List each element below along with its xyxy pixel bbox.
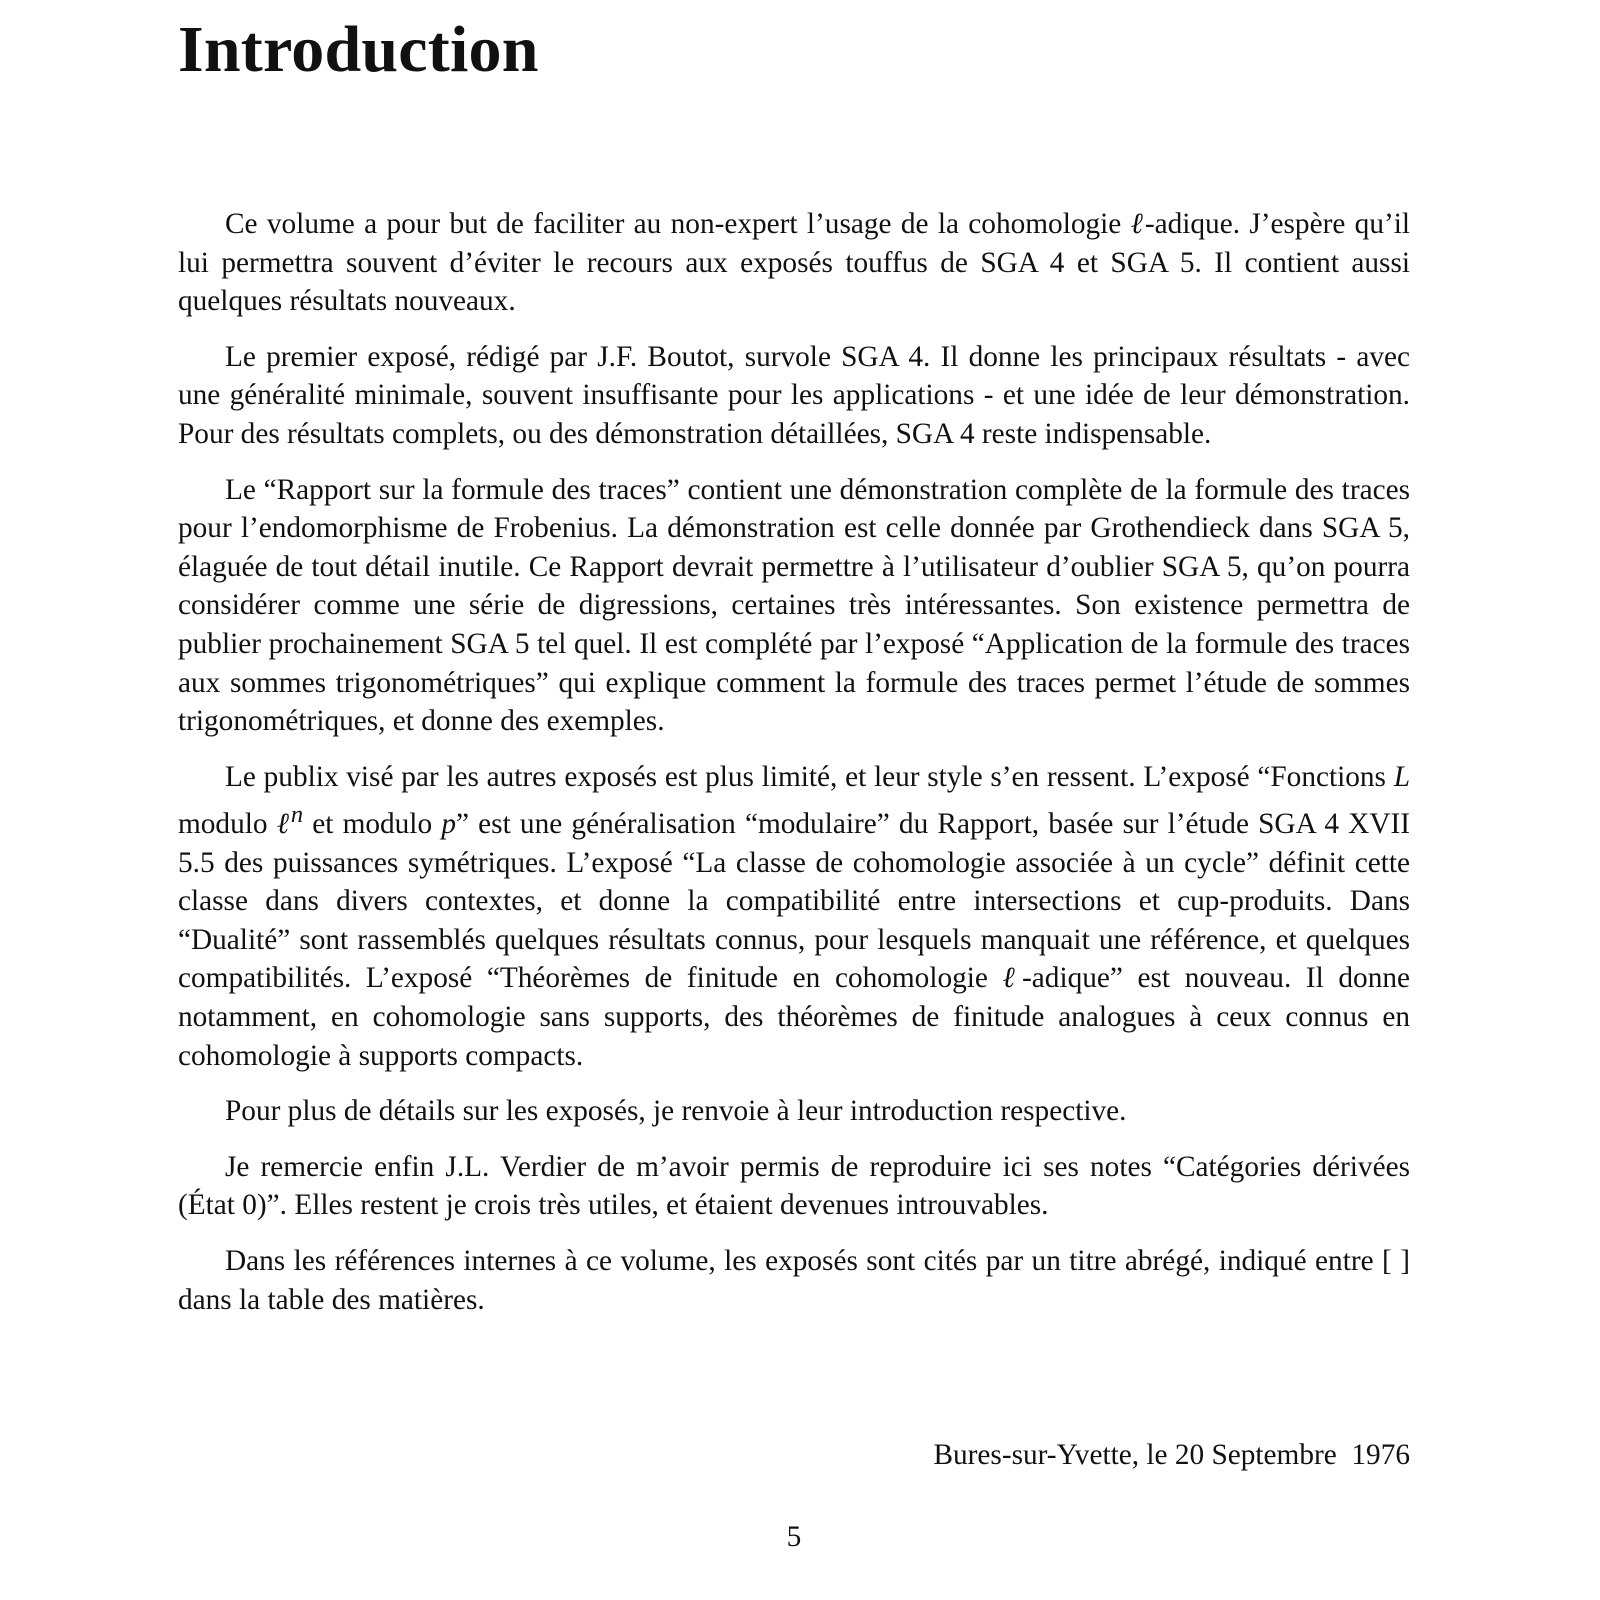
page-title: Introduction [178, 13, 539, 86]
paragraph-4-text-c: et modulo [303, 808, 442, 841]
body-text [178, 205, 1410, 1336]
paragraph-2: Le premier exposé, rédigé par J.F. Boutot, survole SGA 4. Il donne les principaux résultats - avec une généralité minimale, souvent insuffisante pour les applications - et une idée de leur démonstration. Pour des résultats complets, ou des démonstration détaillées, SGA 4 reste indispensable. [178, 340, 1410, 450]
ell-symbol: ℓ [276, 808, 291, 841]
ell-symbol: ℓ [1130, 208, 1145, 240]
exponent-n: n [290, 801, 304, 829]
paragraph-4-text-e: -adique” est nouveau. Il donne notamment, en cohomologie sans supports, des théorèmes de finitude analogues à ceux connus en cohomologie à supports compacts. [178, 962, 1411, 1072]
paragraph-4-text-a: Le publix visé par les autres exposés est plus limité, et leur style s’en ressent. L’exposé “Fonctions [225, 760, 1394, 793]
paragraph-1-text-a: Ce volume a pour but de faciliter au non-expert l’usage de la cohomologie [225, 208, 1131, 240]
page-number: 5 [786, 1521, 802, 1553]
math-L: L [1393, 760, 1410, 793]
paragraph-4-text-d: ” est une généralisation “modulaire” du Rapport, basée sur l’étude SGA 4 XVII 5.5 des puissances symétriques. L’exposé “La classe de cohomologie associée à un cycle” définit cette classe dans divers contextes, et donne la compatibilité entre intersections et cup-produits. Dans “Dualité” sont rassemblés quelques résultats connus, pour lesquels manquait une référence, et quelques compatibilités. L’exposé “Théorèmes de finitude en cohomologie [178, 808, 1411, 995]
ell-symbol: ℓ [1002, 962, 1023, 995]
signature-place-date: Bures-sur-Yvette, le 20 Septembre 1976 [933, 1439, 1410, 1471]
paragraph-7: Dans les références internes à ce volume, les exposés sont cités par un titre abrégé, indiqué entre [ ] dans la table des matières. [178, 1245, 1410, 1316]
paragraph-5: Pour plus de détails sur les exposés, je renvoie à leur introduction respective. [225, 1095, 1127, 1128]
paragraph-1 [178, 205, 1410, 321]
document-page [178, 0, 1410, 1600]
paragraph-3: Le “Rapport sur la formule des traces” contient une démonstration complète de la formule des traces pour l’endomorphisme de Frobenius. La démonstration est celle donnée par Grothendieck dans SGA 5, élaguée de tout détail inutile. Ce Rapport devrait permettre à l’utilisateur d’oublier SGA 5, qu’on pourra considérer comme une série de digressions, certaines très intéressantes. Son existence permettra de publier prochainement SGA 5 tel quel. Il est complété par l’exposé “Application de la formule des traces aux sommes trigonométriques” qui explique comment la formule des traces permet l’étude de sommes trigonométriques, et donne des exemples. [178, 473, 1410, 738]
math-p: p [441, 808, 456, 841]
paragraph-1-text-b: -adique. J’espère qu’il lui permettra souvent d’éviter le recours aux exposés touffus de SGA 4 et SGA 5. Il contient aussi quelques résultats nouveaux. [178, 208, 1410, 318]
paragraph-4-text-b: modulo [178, 808, 277, 841]
paragraph-6: Je remercie enfin J.L. Verdier de m’avoir permis de reproduire ici ses notes “Catégories dérivées (État 0)”. Elles restent je crois très utiles, et étaient devenues introuvables. [178, 1150, 1410, 1222]
paragraph-4 [178, 758, 1410, 1076]
